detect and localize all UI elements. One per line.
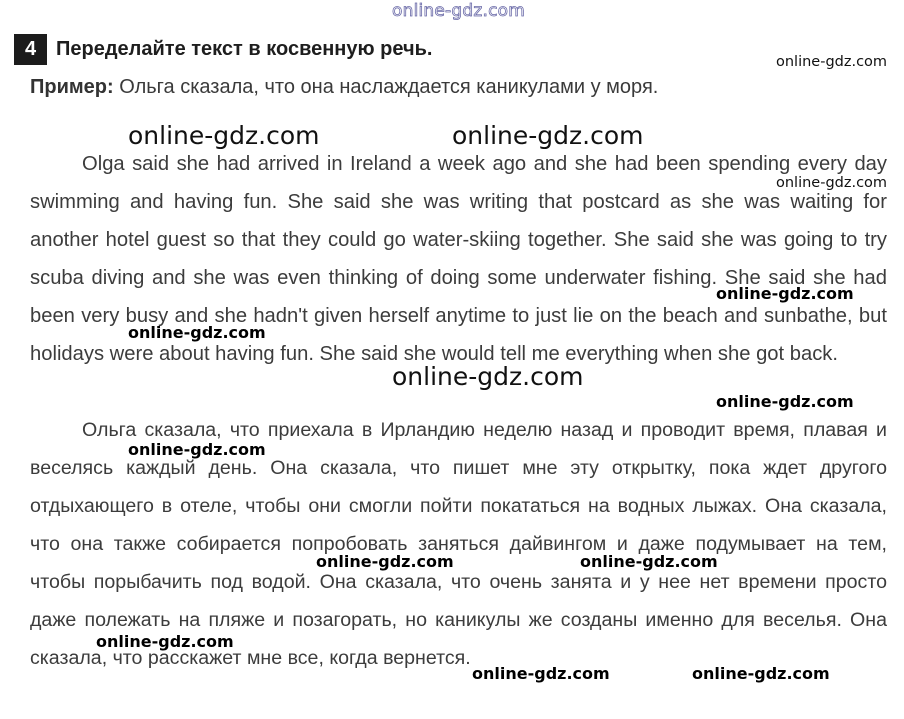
watermark: online-gdz.com <box>316 552 454 571</box>
watermark: online-gdz.com <box>776 54 888 70</box>
watermark: online-gdz.com <box>452 121 644 150</box>
watermark: online-gdz.com <box>692 664 830 683</box>
task-number-badge: 4 <box>14 34 47 65</box>
task-title: Переделайте текст в косвенную речь. <box>56 38 433 60</box>
watermark: online-gdz.com <box>472 664 610 683</box>
watermark-top: online-gdz.com <box>392 1 526 21</box>
example-text: Ольга сказала, что она наслаждается каникулами у моря. <box>113 76 659 98</box>
watermark: online-gdz.com <box>128 121 320 150</box>
watermark: online-gdz.com <box>96 632 234 651</box>
watermark: online-gdz.com <box>776 175 888 191</box>
watermark: online-gdz.com <box>128 440 266 459</box>
example-label: Пример: <box>30 76 114 98</box>
watermark: online-gdz.com <box>716 284 854 303</box>
example-line <box>30 76 658 99</box>
paragraph-russian: Ольга сказала, что приехала в Ирландию неделю назад и проводит время, плавая и веселясь каждый день. Она сказала, что пишет мне эту открытку, пока ждет другого отдыхающего в отеле, чтобы они смогли пойти покататься на водных лыжах. Она сказала, что она также собирается попробовать заняться дайвингом и даже подумывает на тем, чтобы порыбачить под водой. Она сказала, что очень занята и у нее нет времени просто даже полежать на пляже и позагорать, но каникулы же созданы именно для веселья. Она сказала, что расскажет мне все, когда вернется. <box>30 419 887 669</box>
paragraph-english: Olga said she had arrived in Ireland a week ago and she had been spending every day swimming and having fun. She said she was writing that postcard as she was waiting for another hotel guest so that they could go water-skiing together. She said she was going to try scuba diving and she was even thinking of doing some underwater fishing. She said she had been very busy and she hadn't given herself anytime to just lie on the beach and sunbathe, but holidays were about having fun. She said she would tell me everything when she got back. <box>30 153 887 365</box>
watermark: online-gdz.com <box>392 362 584 391</box>
watermark: online-gdz.com <box>128 323 266 342</box>
watermark: online-gdz.com <box>580 552 718 571</box>
task-header <box>14 34 432 65</box>
watermark: online-gdz.com <box>716 392 854 411</box>
